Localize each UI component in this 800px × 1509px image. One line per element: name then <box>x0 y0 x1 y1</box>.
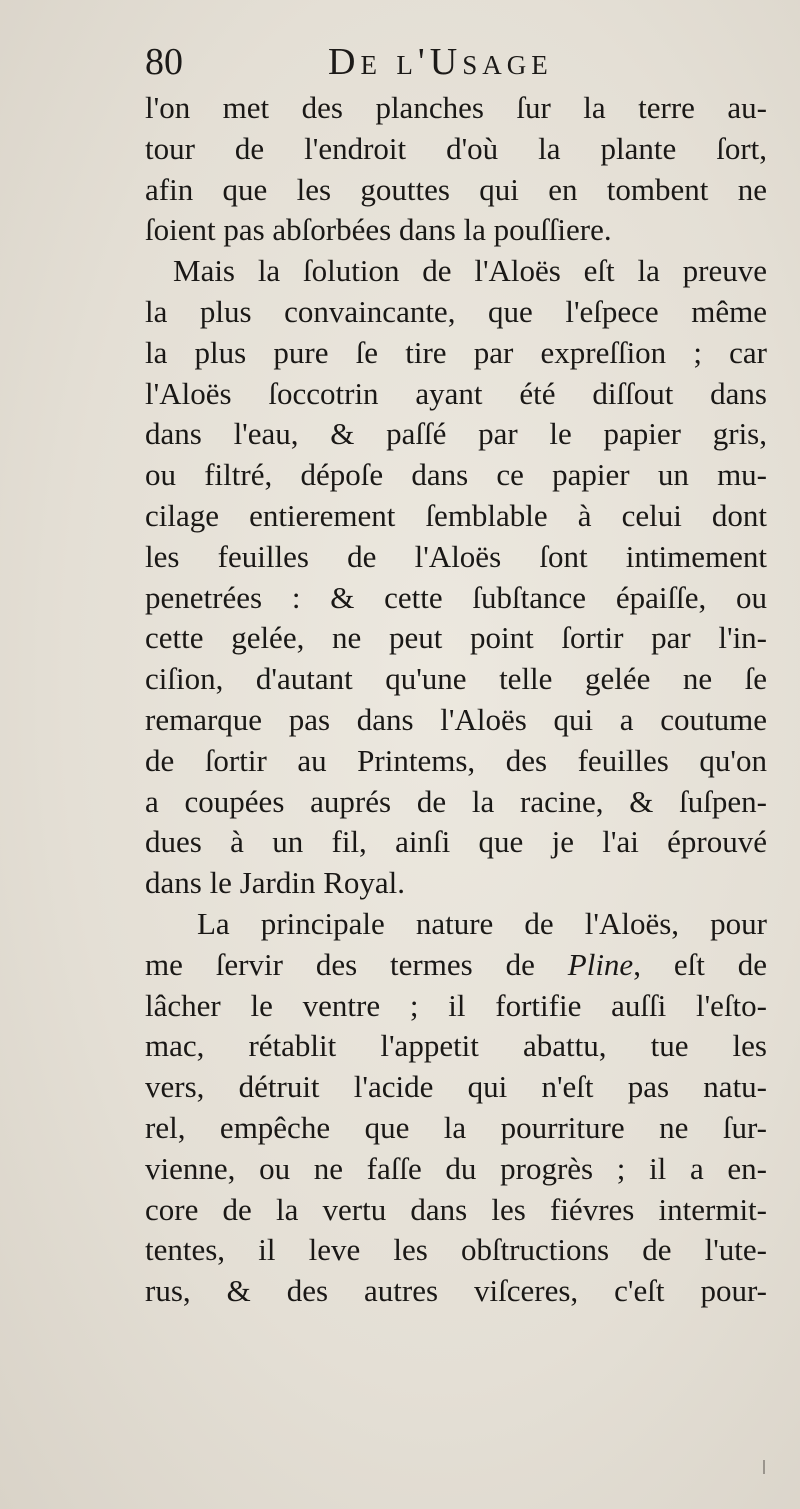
text-line: rel, empêche que la pourriture ne ſur- <box>145 1109 767 1145</box>
text-line: penetrées : & cette ſubſtance épaiſſe, ou <box>145 579 767 615</box>
text-line-with-italic <box>145 945 767 986</box>
text-line: la plus pure ſe tire par expreſſion ; car <box>145 334 767 370</box>
text-line: La principale nature de l'Aloës, pour <box>197 905 767 941</box>
text-line: a coupées auprés de la racine, & ſuſpen- <box>145 783 767 819</box>
running-head: De l'Usage <box>328 41 553 83</box>
text-fragment: me ſervir des termes de <box>145 946 568 982</box>
text-line: cette gelée, ne peut point ſortir par l'in- <box>145 620 767 656</box>
text-line: afin que les gouttes qui en tombent ne <box>145 171 767 207</box>
text-line: dans l'eau, & paſſé par le papier gris, <box>145 416 767 452</box>
text-line: tour de l'endroit d'où la plante ſort, <box>145 130 767 166</box>
text-line: les feuilles de l'Aloës ſont intimement <box>145 538 767 574</box>
text-line: rus, & des autres viſceres, c'eſt pour- <box>145 1273 767 1309</box>
text-fragment: , eſt de <box>633 946 767 982</box>
text-line: mac, rétablit l'appetit abattu, tue les <box>145 1028 767 1064</box>
italic-name: Pline <box>567 946 634 982</box>
body-text <box>145 88 767 1312</box>
text-line: vers, détruit l'acide qui n'eſt pas natu- <box>145 1069 767 1105</box>
text-line: ou filtré, dépoſe dans ce papier un mu- <box>145 457 767 493</box>
text-line: ſoient pas abſorbées dans la pouſſiere. <box>145 212 612 248</box>
text-line: dans le Jardin Royal. <box>145 865 406 901</box>
page-edge-mark <box>763 1460 765 1474</box>
text-line: l'Aloës ſoccotrin ayant été diſſout dans <box>145 375 767 411</box>
text-line: dues à un fil, ainſi que je l'ai éprouvé <box>145 824 767 860</box>
text-line: de ſortir au Printems, des feuilles qu'on <box>145 742 767 778</box>
text-line: ciſion, d'autant qu'une telle gelée ne ſe <box>145 661 767 697</box>
page-header <box>145 40 765 90</box>
text-line: cilage entierement ſemblable à celui dont <box>145 497 767 533</box>
text-line: remarque pas dans l'Aloës qui a coutume <box>145 701 767 737</box>
text-line: l'on met des planches ſur la terre au- <box>145 90 767 125</box>
text-line: tentes, il leve les obſtructions de l'ute- <box>145 1232 767 1268</box>
text-line: vienne, ou ne faſſe du progrès ; il a en- <box>145 1150 767 1186</box>
text-line: core de la vertu dans les fiévres intermit- <box>145 1191 767 1227</box>
text-line: lâcher le ventre ; il fortifie auſſi l'eſto- <box>145 987 767 1023</box>
text-line: Mais la ſolution de l'Aloës eſt la preuve <box>173 253 767 289</box>
text-line: la plus convaincante, que l'eſpece même <box>145 293 767 329</box>
page-number: 80 <box>145 41 183 83</box>
